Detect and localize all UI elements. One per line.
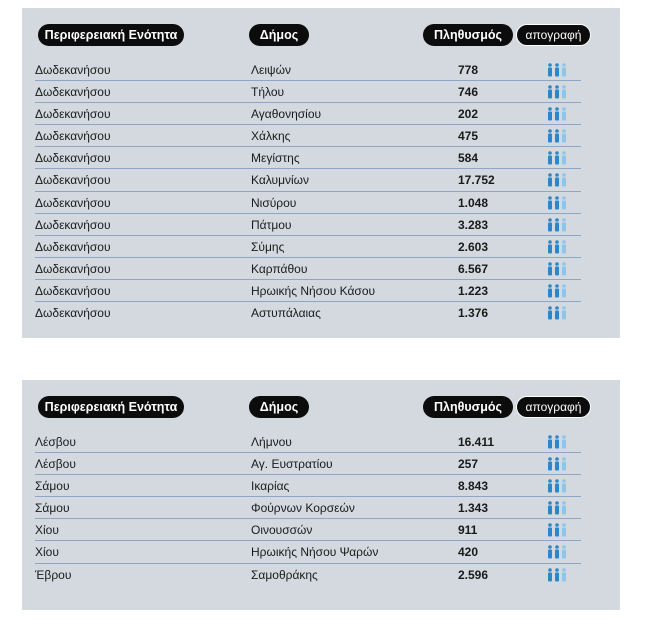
population-cell: 3.283 [458,217,489,232]
people-icon [545,479,569,493]
header-region: Περιφερειακή Ενότητα [38,24,184,46]
people-icon [545,218,569,232]
population-cell: 2.596 [458,567,489,582]
people-icon [545,435,569,449]
municipality-cell: Φούρνων Κορσεών [251,501,355,516]
population-cell: 6.567 [458,261,489,276]
municipality-cell: Αγ. Ευστρατίου [251,457,333,472]
table-row [35,302,581,324]
region-cell: Δωδεκανήσου [35,217,111,232]
table-row [35,81,581,103]
table-row [35,497,581,519]
header-municipality: Δήμος [249,396,309,418]
population-cell: 746 [458,85,479,100]
table-row [35,147,581,169]
population-cell: 1.223 [458,283,489,298]
population-table-panel [22,380,620,610]
region-cell: Δωδεκανήσου [35,151,111,166]
people-icon [545,457,569,471]
population-table-panel [22,8,620,338]
region-cell: Έβρου [35,567,72,582]
population-cell: 1.048 [458,195,489,210]
people-icon [545,129,569,143]
municipality-cell: Μεγίστης [251,151,300,166]
header-region: Περιφερειακή Ενότητα [38,396,184,418]
people-icon [545,306,569,320]
header-population: Πληθυσμός [423,24,513,46]
region-cell: Δωδεκανήσου [35,85,111,100]
municipality-cell: Αγαθονησίου [251,107,322,122]
population-cell: 257 [458,457,479,472]
population-cell: 1.343 [458,501,489,516]
region-cell: Χίου [35,523,59,538]
header-municipality: Δήμος [249,24,309,46]
table-row [35,59,581,81]
municipality-cell: Καλυμνίων [251,173,310,188]
population-cell: 202 [458,107,479,122]
people-icon [545,284,569,298]
table-rows [35,59,581,324]
municipality-cell: Αστυπάλαιας [251,306,321,321]
region-cell: Λέσβου [35,435,76,449]
region-cell: Λέσβου [35,457,76,472]
region-cell: Δωδεκανήσου [35,173,111,188]
population-cell: 475 [458,129,479,144]
people-icon [545,151,569,165]
municipality-cell: Ικαρίας [251,479,290,494]
people-icon [545,262,569,276]
region-cell: Δωδεκανήσου [35,63,111,77]
municipality-cell: Σαμοθράκης [251,567,318,582]
table-row [35,214,581,236]
people-icon [545,196,569,210]
region-cell: Δωδεκανήσου [35,239,111,254]
table-row [35,258,581,280]
municipality-cell: Καρπάθου [251,261,308,276]
table-row [35,169,581,191]
people-icon [545,523,569,537]
people-icon [545,107,569,121]
region-cell: Χίου [35,545,59,560]
region-cell: Δωδεκανήσου [35,261,111,276]
population-cell: 584 [458,151,479,166]
population-cell: 16.411 [458,435,495,449]
population-cell: 8.843 [458,479,489,494]
people-icon [545,545,569,559]
table-rows [35,431,581,586]
table-row [35,431,581,453]
population-cell: 1.376 [458,306,489,321]
municipality-cell: Τήλου [251,85,285,100]
region-cell: Δωδεκανήσου [35,195,111,210]
municipality-cell: Οινουσσών [251,523,313,538]
table-row [35,564,581,586]
table-row [35,280,581,302]
people-icon [545,240,569,254]
region-cell: Δωδεκανήσου [35,107,111,122]
people-icon [545,501,569,515]
table-row [35,103,581,125]
municipality-cell: Ηρωικής Νήσου Κάσου [251,283,376,298]
municipality-cell: Σύμης [251,239,285,254]
population-cell: 420 [458,545,479,560]
municipality-cell: Χάλκης [251,129,291,144]
population-cell: 778 [458,63,479,77]
table-row [35,541,581,563]
municipality-cell: Λήμνου [251,435,292,449]
population-cell: 2.603 [458,239,489,254]
header-population: Πληθυσμός [423,396,513,418]
region-cell: Σάμου [35,479,70,494]
header-census: απογραφή [516,24,591,46]
region-cell: Δωδεκανήσου [35,283,111,298]
table-row [35,125,581,147]
table-row [35,236,581,258]
table-row [35,192,581,214]
municipality-cell: Ηρωικής Νήσου Ψαρών [251,545,379,560]
municipality-cell: Νισύρου [251,195,297,210]
people-icon [545,63,569,77]
population-cell: 17.752 [458,173,495,188]
table-row [35,519,581,541]
people-icon [545,173,569,187]
population-cell: 911 [458,523,478,538]
municipality-cell: Πάτμου [251,217,292,232]
region-cell: Σάμου [35,501,70,516]
people-icon [545,85,569,99]
table-row [35,453,581,475]
region-cell: Δωδεκανήσου [35,129,111,144]
region-cell: Δωδεκανήσου [35,306,111,321]
header-census: απογραφή [516,396,591,418]
people-icon [545,568,569,582]
table-row [35,475,581,497]
municipality-cell: Λειψών [251,63,291,77]
